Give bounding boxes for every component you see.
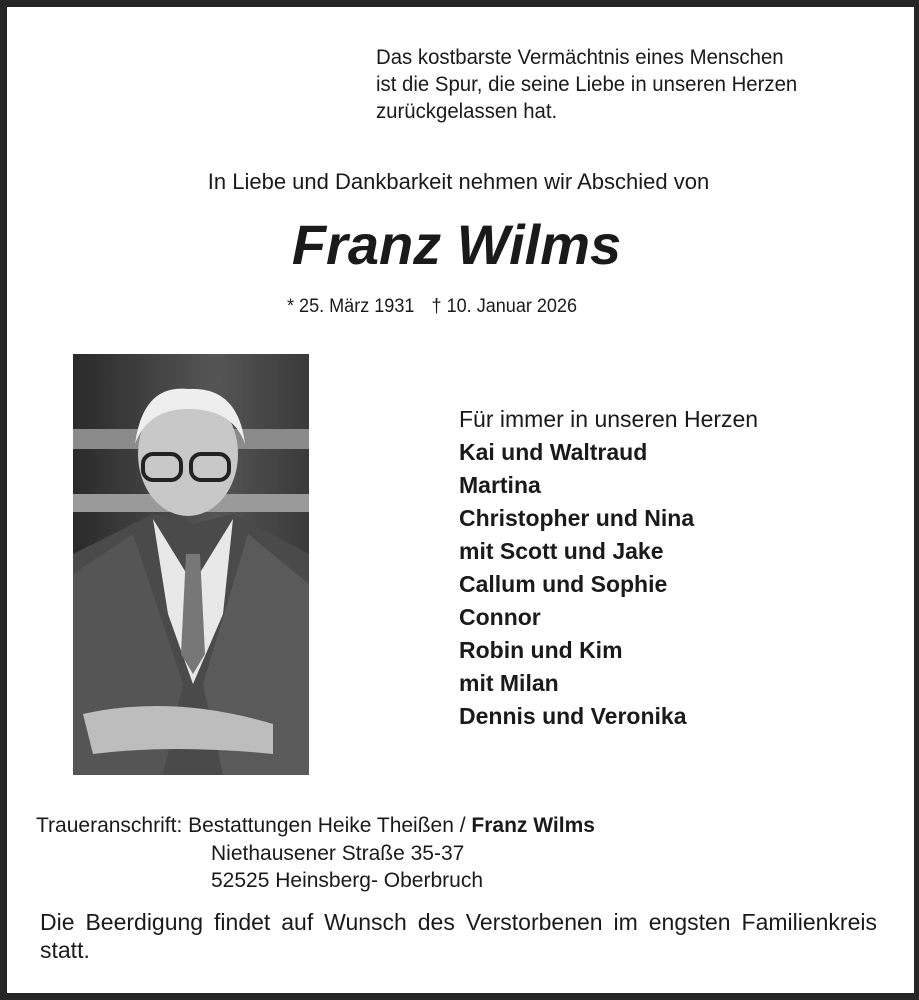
family-member: Callum und Sophie: [459, 571, 668, 597]
intro-text: [0, 169, 919, 195]
death-date: † 10. Januar 2026: [431, 296, 578, 317]
memorial-quote: [376, 44, 810, 125]
family-member: mit Milan: [459, 670, 559, 696]
family-list: [459, 403, 758, 733]
life-dates: [287, 296, 577, 318]
address-label: Traueranschrift:: [36, 814, 183, 837]
funeral-note: Die Beerdigung findet auf Wunsch des Verstorbenen im engsten Familienkreis statt.: [40, 909, 877, 963]
portrait-photo: [73, 354, 309, 775]
family-member: Robin und Kim: [459, 637, 623, 663]
address-line: Bestattungen Heike Theißen /: [188, 814, 472, 837]
address-street: Niethausener Straße 35-37: [211, 841, 465, 865]
deceased-name: Franz Wilms: [291, 213, 622, 276]
address-city: 52525 Heinsberg- Oberbruch: [211, 869, 483, 892]
mourning-address: [36, 812, 595, 895]
quote-line: zurückgelassen hat.: [376, 100, 558, 123]
quote-line: ist die Spur, die seine Liebe in unseren Herzen: [376, 73, 798, 96]
birth-date: * 25. März 1931: [287, 296, 415, 317]
family-member: Christopher und Nina: [459, 505, 695, 531]
family-heading: Für immer in unseren Herzen: [459, 406, 759, 432]
family-member: Connor: [459, 604, 541, 630]
address-name: Franz Wilms: [471, 814, 595, 837]
family-member: mit Scott und Jake: [459, 538, 664, 564]
family-member: Dennis und Veronika: [459, 703, 687, 729]
quote-line: Das kostbarste Vermächtnis eines Menschen: [376, 46, 784, 69]
family-member: Kai und Waltraud: [459, 439, 648, 465]
intro-label: In Liebe und Dankbarkeit nehmen wir Abschied von: [207, 169, 710, 194]
family-member: Martina: [459, 472, 541, 498]
